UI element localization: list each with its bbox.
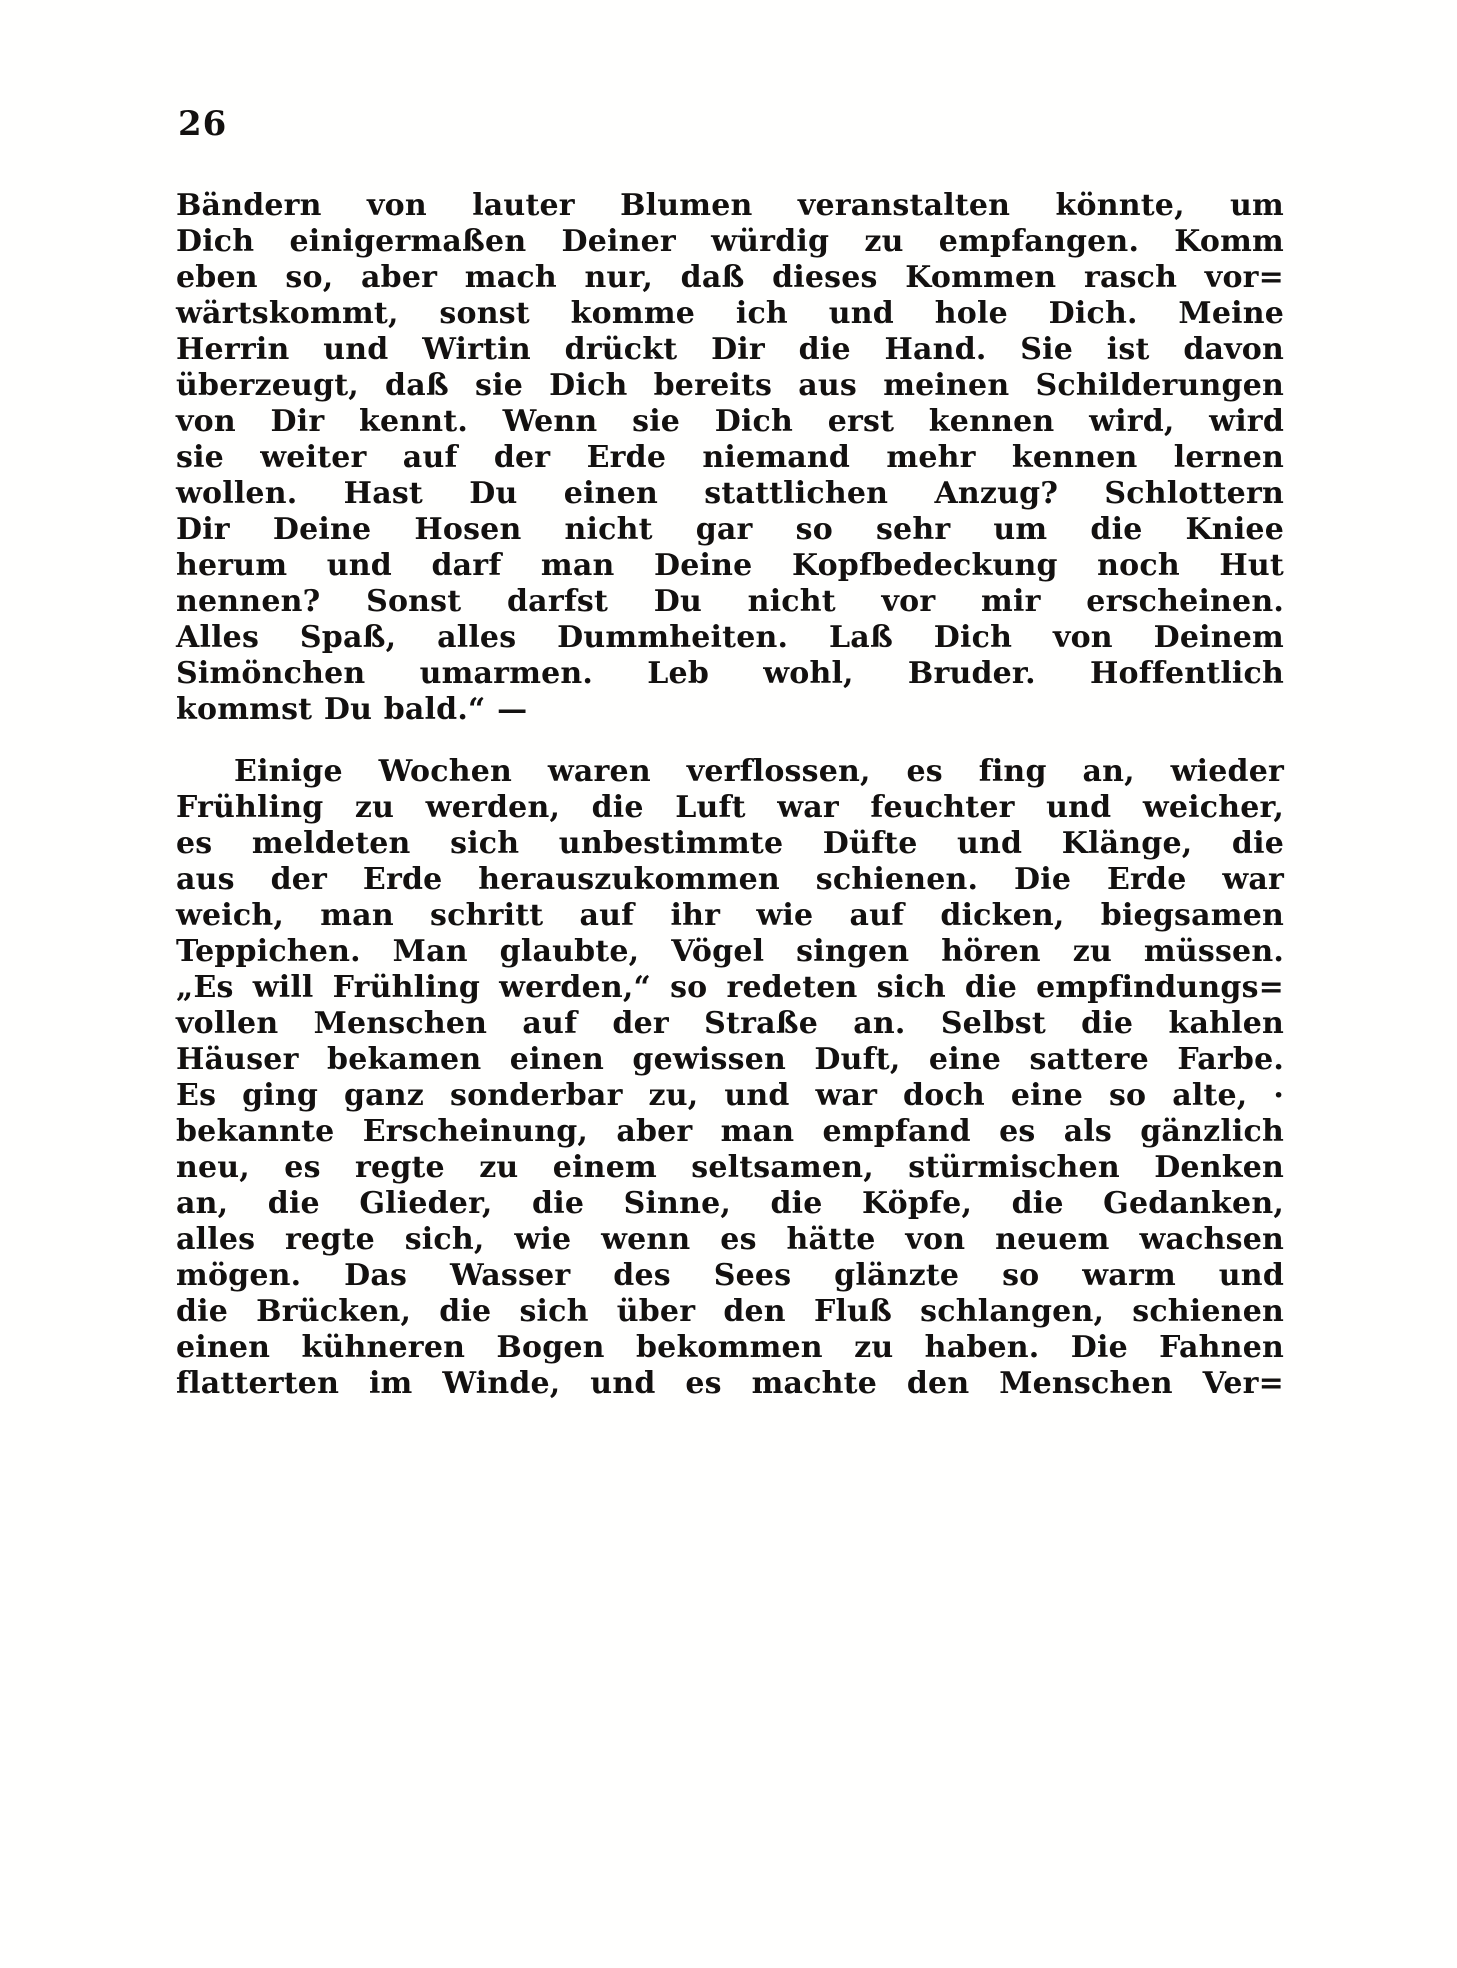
text-block [176, 188, 1284, 1402]
text-line: Alles Spaß, alles Dummheiten. Laß Dich von Deinem [176, 620, 1284, 655]
text-line: Frühling zu werden, die Luft war feuchter und weicher, [176, 790, 1284, 825]
page-number: 26 [178, 104, 228, 144]
text-line: eben so, aber mach nur, daß dieses Kommen rasch vor= [176, 260, 1284, 295]
text-line: Dich einigermaßen Deiner würdig zu empfangen. Komm [176, 224, 1284, 259]
text-line: kommst Du bald.“ — [176, 692, 528, 727]
text-line: Dir Deine Hosen nicht gar so sehr um die Kniee [176, 512, 1284, 547]
text-line: nennen? Sonst darfst Du nicht vor mir erscheinen. [176, 584, 1284, 619]
text-line: „Es will Frühling werden,“ so redeten sich die empfindungs= [176, 970, 1284, 1005]
text-line: wollen. Hast Du einen stattlichen Anzug? Schlottern [176, 476, 1284, 511]
text-line: einen kühneren Bogen bekommen zu haben. Die Fahnen [176, 1330, 1284, 1365]
text-line: Simönchen umarmen. Leb wohl, Bruder. Hoffentlich [176, 656, 1284, 691]
text-line: aus der Erde herauszukommen schienen. Die Erde war [176, 862, 1284, 897]
text-line: Teppichen. Man glaubte, Vögel singen hören zu müssen. [176, 934, 1284, 969]
text-line: bekannte Erscheinung, aber man empfand es als gänzlich [176, 1114, 1284, 1149]
text-line: Es ging ganz sonderbar zu, und war doch eine so alte, · [176, 1078, 1284, 1113]
text-line: die Brücken, die sich über den Fluß schlangen, schienen [176, 1294, 1284, 1329]
paragraph [176, 188, 1284, 728]
text-line: flatterten im Winde, und es machte den Menschen Ver= [176, 1366, 1284, 1401]
text-line: Bändern von lauter Blumen veranstalten könnte, um [176, 188, 1284, 223]
paragraph [176, 754, 1284, 1402]
text-line: es meldeten sich unbestimmte Düfte und Klänge, die [176, 826, 1284, 861]
text-line: vollen Menschen auf der Straße an. Selbst die kahlen [176, 1006, 1284, 1041]
text-line: an, die Glieder, die Sinne, die Köpfe, die Gedanken, [176, 1186, 1284, 1221]
text-line: Häuser bekamen einen gewissen Duft, eine sattere Farbe. [176, 1042, 1284, 1077]
text-line: alles regte sich, wie wenn es hätte von neuem wachsen [176, 1222, 1284, 1257]
text-line: Herrin und Wirtin drückt Dir die Hand. Sie ist davon [176, 332, 1284, 367]
text-line: mögen. Das Wasser des Sees glänzte so warm und [176, 1258, 1284, 1293]
text-line: herum und darf man Deine Kopfbedeckung noch Hut [176, 548, 1284, 583]
text-line: wärtskommt, sonst komme ich und hole Dich. Meine [176, 296, 1284, 331]
text-line: weich, man schritt auf ihr wie auf dicken, biegsamen [176, 898, 1284, 933]
text-line: Einige Wochen waren verflossen, es fing an, wieder [234, 754, 1284, 789]
text-line: von Dir kennt. Wenn sie Dich erst kennen wird, wird [176, 404, 1284, 439]
text-line: überzeugt, daß sie Dich bereits aus meinen Schilderungen [176, 368, 1284, 403]
text-line: sie weiter auf der Erde niemand mehr kennen lernen [176, 440, 1284, 475]
text-line: neu, es regte zu einem seltsamen, stürmischen Denken [176, 1150, 1284, 1185]
